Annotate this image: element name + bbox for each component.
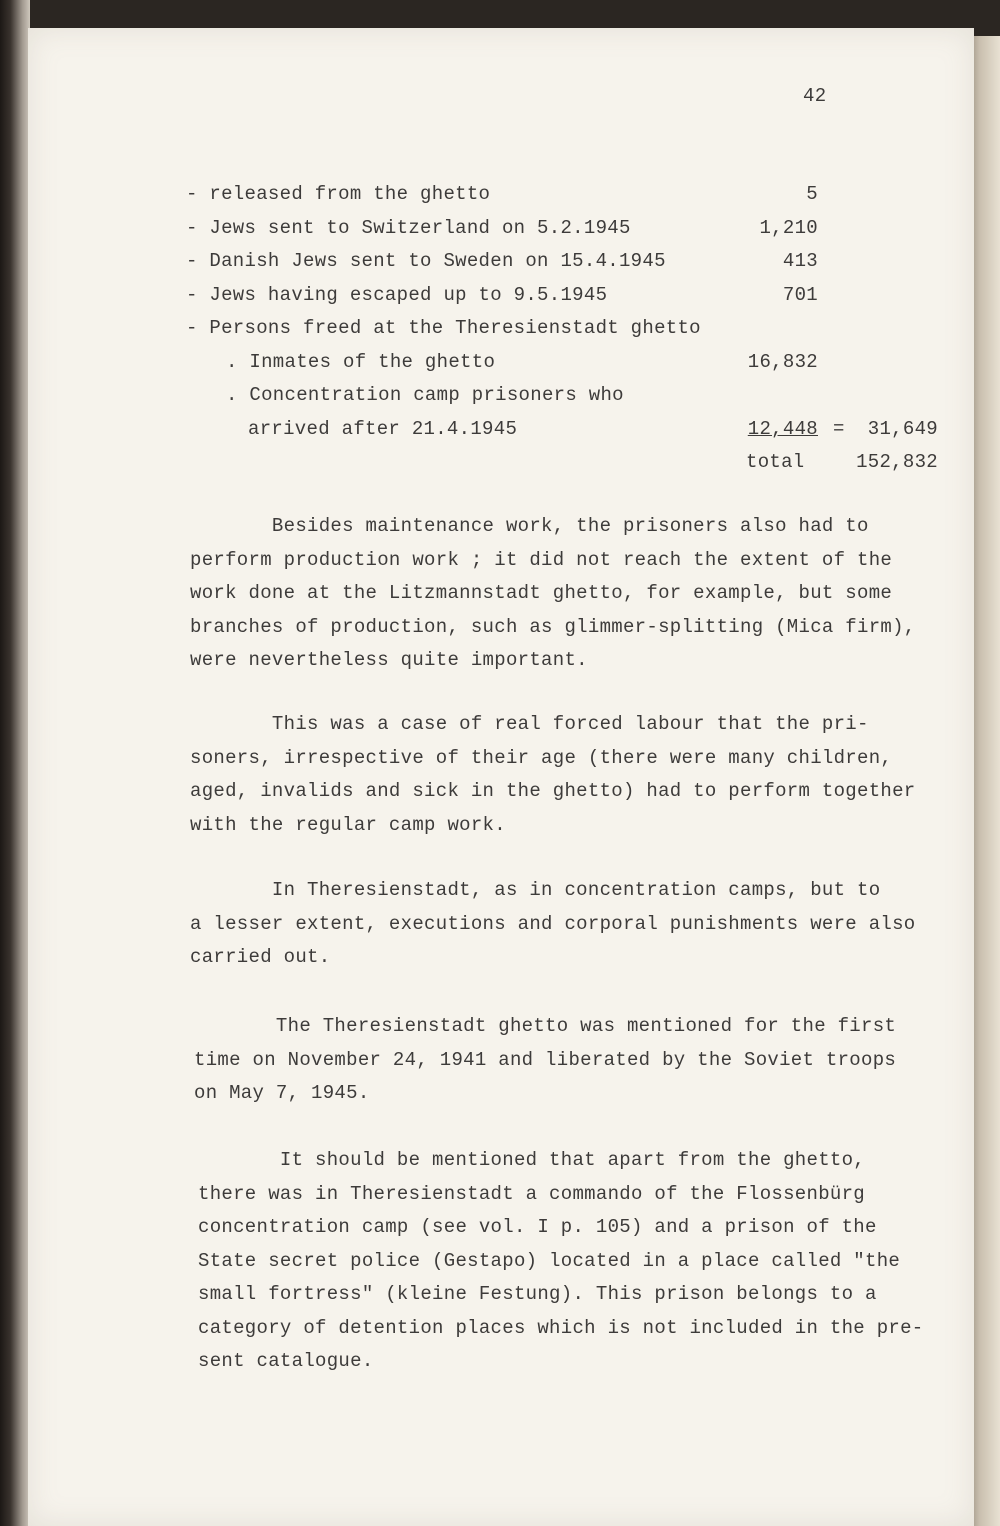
text-line: Besides maintenance work, the prisoners also had to xyxy=(190,515,869,537)
stat-row-label: . Concentration camp prisoners who xyxy=(226,384,624,406)
text-line: sent catalogue. xyxy=(198,1350,374,1372)
text-line: aged, invalids and sick in the ghetto) had to perform together xyxy=(190,780,916,802)
stat-row-label: - released from the ghetto xyxy=(186,183,491,205)
stat-row-value: 413 xyxy=(782,250,818,272)
text-line: time on November 24, 1941 and liberated by the Soviet troops xyxy=(194,1048,897,1071)
subtotal-value: 31,649 xyxy=(867,418,938,440)
text-line: This was a case of real forced labour that the pri- xyxy=(190,713,869,735)
stat-row-value: 5 xyxy=(806,183,818,205)
stat-row-label: - Danish Jews sent to Sweden on 15.4.1945 xyxy=(186,250,666,272)
text-line: The Theresienstadt ghetto was mentioned for the first xyxy=(194,1015,897,1037)
text-line: perform production work ; it did not reach the extent of the xyxy=(190,548,893,571)
stat-row-value: 1,210 xyxy=(759,217,818,239)
text-line: work done at the Litzmannstadt ghetto, for example, but some xyxy=(190,582,893,604)
stat-row-label: . Inmates of the ghetto xyxy=(226,351,496,373)
paragraph xyxy=(190,874,916,975)
text-line: It should be mentioned that apart from the ghetto, xyxy=(198,1149,866,1171)
text-line: were nevertheless quite important. xyxy=(190,649,588,671)
equals-sign: = xyxy=(833,418,845,440)
text-line: In Theresienstadt, as in concentration camps, but to xyxy=(190,879,881,901)
text-line: with the regular camp work. xyxy=(190,813,506,836)
stat-row-value: 701 xyxy=(782,284,818,306)
text-line: concentration camp (see vol. I p. 105) and a prison of the xyxy=(198,1216,877,1238)
document-page xyxy=(28,28,974,1526)
page-number: 42 xyxy=(803,85,827,107)
text-line: there was in Theresienstadt a commando of the Flossenbürg xyxy=(198,1182,866,1205)
paragraph xyxy=(190,708,916,842)
stat-row-label: - Jews having escaped up to 9.5.1945 xyxy=(186,284,608,306)
text-line: soners, irrespective of their age (there were many children, xyxy=(190,746,893,769)
book-spine xyxy=(0,0,30,1526)
paragraph xyxy=(194,1010,896,1111)
text-line: a lesser extent, executions and corporal punishments were also xyxy=(190,912,916,935)
total-label: total xyxy=(746,451,805,473)
paragraph xyxy=(198,1144,924,1379)
stat-row-label: - Jews sent to Switzerland on 5.2.1945 xyxy=(186,217,631,239)
stat-row-value: 12,448 xyxy=(747,418,818,440)
text-line: carried out. xyxy=(190,946,331,968)
stat-row-label: arrived after 21.4.1945 xyxy=(248,418,518,440)
paragraph xyxy=(190,510,916,678)
stat-row-value: 16,832 xyxy=(747,351,818,373)
total-value: 152,832 xyxy=(856,451,938,473)
text-line: small fortress" (kleine Festung). This prison belongs to a xyxy=(198,1283,877,1305)
text-line: State secret police (Gestapo) located in a place called "the xyxy=(198,1249,901,1272)
stat-row-label: - Persons freed at the Theresienstadt ghetto xyxy=(186,317,701,339)
text-line: category of detention places which is not included in the pre- xyxy=(198,1316,924,1339)
text-line: on May 7, 1945. xyxy=(194,1082,370,1104)
text-line: branches of production, such as glimmer-splitting (Mica firm), xyxy=(190,615,916,638)
